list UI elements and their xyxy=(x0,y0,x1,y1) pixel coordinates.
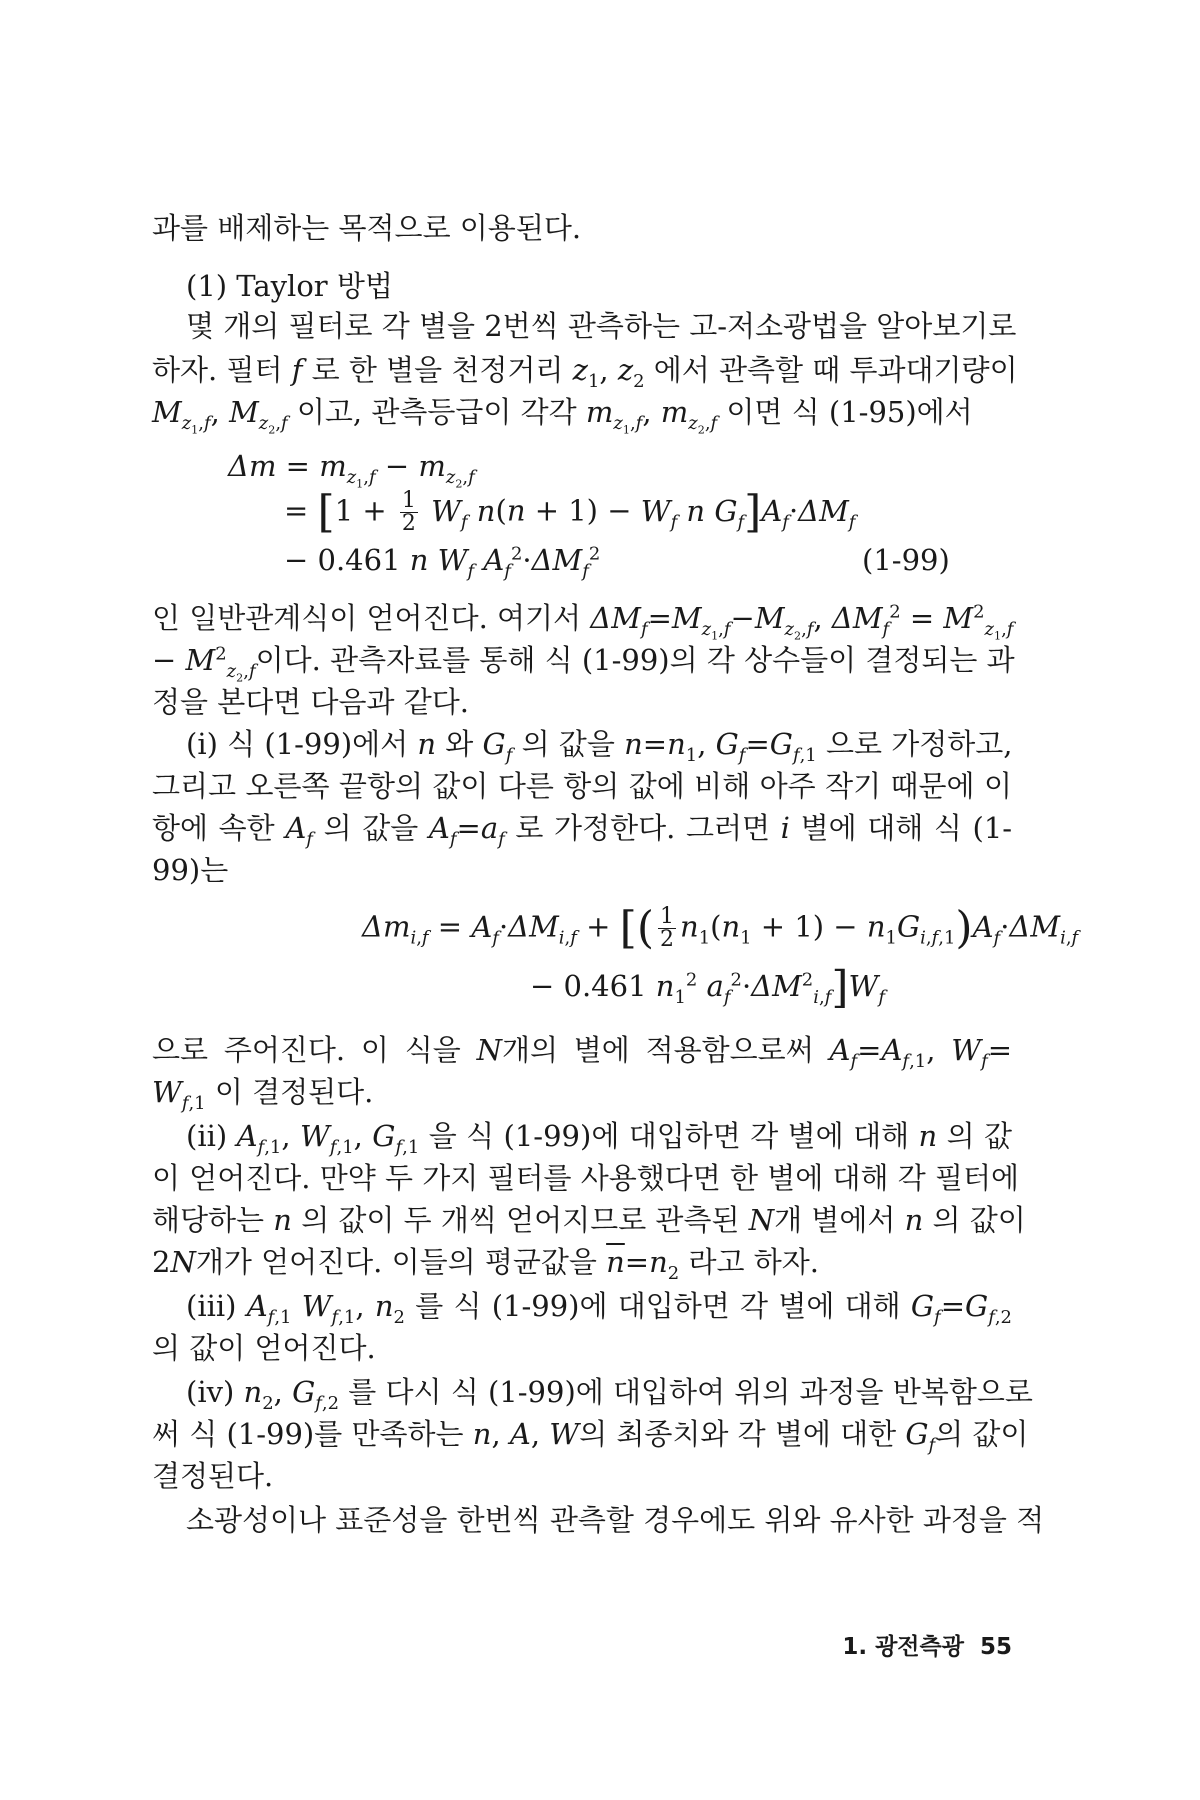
page-number: 55 xyxy=(979,1634,1012,1660)
text-line-13: 으로 주어진다. 이 식을 N개의 별에 적용함으로써 $A_f=A_{f,1}$, $W_f=$ xyxy=(152,1033,1013,1072)
equation-delta-m-line-2: − 0.461 $n_1^2$ $a_f^2\cdot\Delta M^2_{i,f}]W_f$ xyxy=(530,962,885,1013)
text-line-24: 소광성이나 표준성을 한번씩 관측할 경우에도 위와 유사한 과정을 적 xyxy=(186,1503,1045,1537)
text-line-20: 의 값이 얻어진다. xyxy=(152,1331,376,1365)
text-line-9: (i) 식 (1-99)에서 n 와 $G_f$ 의 값을 $n=n_1$, $G_f=G_{f,1}$ 으로 가정하고, xyxy=(186,727,1013,766)
text-line-15: (ii) $A_{f,1}$, $W_{f,1}$, $G_{f,1}$ 을 식 (1-99)에 대입하면 각 별에 대해 n 의 값 xyxy=(186,1119,1013,1158)
text-line-12: 99)는 xyxy=(152,853,229,887)
text-line-10: 그리고 오른쪽 끝항의 값이 다른 항의 값에 비해 아주 작기 때문에 이 xyxy=(152,769,1012,803)
page-footer xyxy=(742,1628,1012,1661)
equation-number: (1-99) xyxy=(862,543,950,577)
text-line-6: 인 일반관계식이 얻어진다. 여기서 $\Delta M_f=M_{z_1,f}-M_{z_2,f}$, $\Delta M_f^2 = M^2_{z_1,f}$ xyxy=(152,601,1014,643)
text-line-7: − $M^2_{z_2,f}$이다. 관측자료를 통해 식 (1-99)의 각 상수들이 결정되는 과 xyxy=(152,643,1015,685)
text-line-23: 결정된다. xyxy=(152,1459,274,1493)
text-line-17: 해당하는 n 의 값이 두 개씩 얻어지므로 관측된 N개 별에서 n 의 값이 xyxy=(152,1203,1026,1237)
text-line-14: $W_{f,1}$ 이 결정된다. xyxy=(152,1075,374,1114)
equation-1-99-line-2: = [1 + $\frac{1}{2}$ $W_f$ $n(n + 1) - W_f$ n $G_f]A_f\cdot\Delta M_f$ xyxy=(284,486,856,538)
text-line-16: 이 얻어진다. 만약 두 가지 필터를 사용했다면 한 별에 대해 각 필터에 xyxy=(152,1161,1019,1195)
text-line-21: (iv) $n_2$, $G_{f,2}$ 를 다시 식 (1-99)에 대입하여 위의 과정을 반복함으로 xyxy=(186,1375,1033,1414)
text-line-1: 과를 배제하는 목적으로 이용된다. xyxy=(152,211,582,245)
equation-delta-m-line-1: $\Delta m_{i,f} = A_f\cdot\Delta M_{i,f}$ + [( $\frac{1}{2}$ $n_1(n_1 + 1) - n_1G_{i,f,1})A_f\cdot\Delta M_{i,f}$ xyxy=(362,902,1079,954)
text-line-22: 써 식 (1-99)를 만족하는 n, A, W의 최종치와 각 별에 대한 $G_f$의 값이 xyxy=(152,1417,1029,1456)
text-line-11: 항에 속한 $A_f$ 의 값을 $A_f=a_f$ 로 가정한다. 그러면 i 별에 대해 식 (1- xyxy=(152,811,1013,850)
text-line-4: 하자. 필터 f 로 한 별을 천정거리 $z_1$, $z_2$ 에서 관측할 때 투과대기량이 xyxy=(152,353,1018,392)
text-line-5: $M_{z_1,f}$, $M_{z_2,f}$ 이고, 관측등급이 각각 $m_{z_1,f}$, $m_{z_2,f}$ 이면 식 (1-95)에서 xyxy=(152,395,973,437)
section-heading-taylor: (1) Taylor 방법 xyxy=(186,269,393,303)
footer-section: 1. 광전측광 xyxy=(842,1634,964,1660)
equation-1-99-line-1: $\Delta m = m_{z_1,f} - m_{z_2,f}$ xyxy=(228,449,475,491)
text-line-18: 2N개가 얻어진다. 이들의 평균값을 $\overline{n}=n_2$ 라고 하자. xyxy=(152,1245,819,1284)
text-line-19: (iii) $A_{f,1}$ $W_{f,1}$, $n_2$ 를 식 (1-99)에 대입하면 각 별에 대해 $G_f=G_{f,2}$ xyxy=(186,1289,1012,1328)
equation-1-99-line-3: − 0.461 n $W_f$ $A_f^2\cdot\Delta M_f^2$ xyxy=(284,543,601,582)
text-line-8: 정을 본다면 다음과 같다. xyxy=(152,685,470,719)
text-line-3: 몇 개의 필터로 각 별을 2번씩 관측하는 고-저소광법을 알아보기로 xyxy=(186,309,1017,343)
